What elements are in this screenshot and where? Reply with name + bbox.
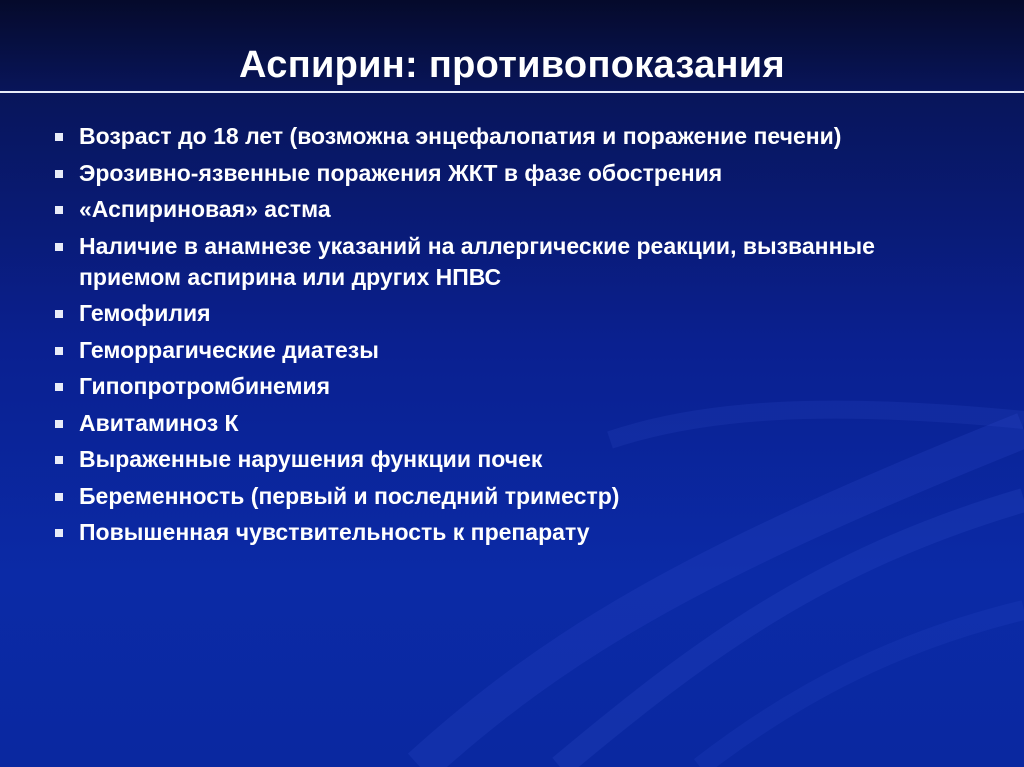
list-item <box>54 231 954 293</box>
list-item-text: Гипопротромбинемия <box>79 373 331 399</box>
square-bullet-icon <box>55 493 63 501</box>
list-item-text: Геморрагические диатезы <box>79 336 379 363</box>
list-item <box>54 481 954 512</box>
list-item-text: Эрозивно-язвенные поражения ЖКТ в фазе обострения <box>79 159 723 186</box>
square-bullet-icon <box>55 133 63 141</box>
square-bullet-icon <box>55 243 63 251</box>
list-item <box>54 194 954 225</box>
list-item-text: Возраст до 18 лет (возможна энцефалопатия и поражение печени) <box>79 123 842 149</box>
list-item <box>54 408 954 439</box>
list-item <box>54 158 954 189</box>
list-item-text: Выраженные нарушения функции почек <box>79 446 543 472</box>
square-bullet-icon <box>55 170 63 178</box>
list-item-text: «Аспириновая» астма <box>79 196 331 222</box>
list-item <box>54 444 954 475</box>
list-item-text: Наличие в анамнезе указаний на аллергические реакции, вызванные приемом аспирина или других НПВС <box>79 232 875 290</box>
square-bullet-icon <box>55 206 63 214</box>
list-item <box>54 517 954 548</box>
list-item-text: Беременность (первый и последний триместр) <box>79 482 620 509</box>
square-bullet-icon <box>55 420 63 428</box>
square-bullet-icon <box>55 383 63 391</box>
square-bullet-icon <box>55 347 63 355</box>
list-item <box>54 335 954 366</box>
list-item-text: Авитаминоз К <box>79 409 239 436</box>
list-item-text: Гемофилия <box>79 300 211 326</box>
list-item <box>54 121 954 152</box>
title-divider <box>0 91 1024 93</box>
square-bullet-icon <box>55 529 63 537</box>
list-item <box>54 298 954 329</box>
slide-title: Аспирин: противопоказания <box>239 44 785 86</box>
square-bullet-icon <box>55 456 63 464</box>
list-item-text: Повышенная чувствительность к препарату <box>79 519 590 545</box>
square-bullet-icon <box>55 310 63 318</box>
list-item <box>54 371 954 402</box>
contraindications-list <box>54 121 954 554</box>
